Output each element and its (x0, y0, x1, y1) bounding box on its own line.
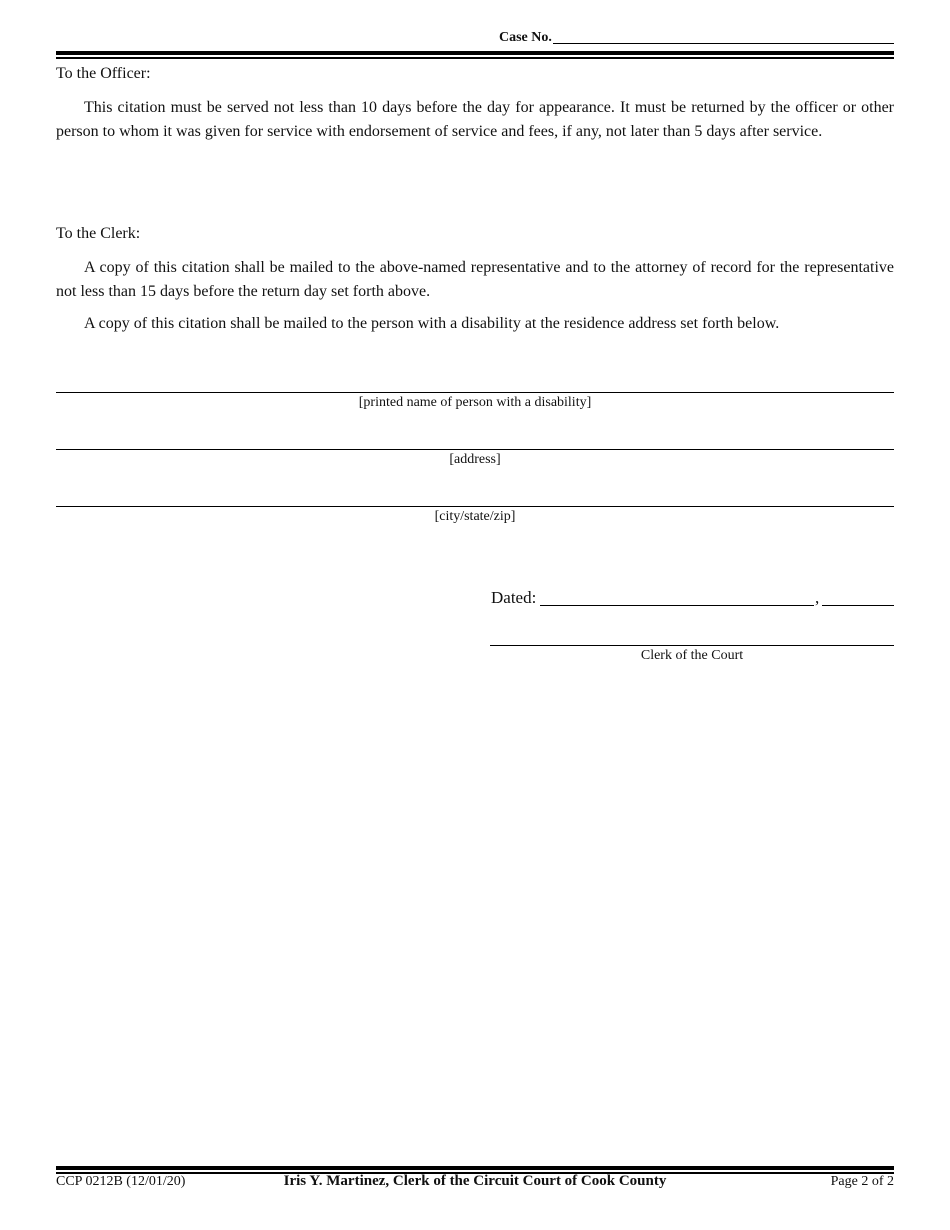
footer-rule-thick (56, 1166, 894, 1170)
officer-heading: To the Officer: (56, 65, 151, 82)
clerk-signature-label: Clerk of the Court (640, 648, 744, 663)
dated-year-field[interactable] (822, 605, 894, 606)
dated-date-field[interactable] (540, 605, 814, 606)
city-label: [city/state/zip] (434, 509, 516, 524)
clerk-signature-line[interactable] (490, 645, 894, 646)
clerk-heading: To the Clerk: (56, 225, 141, 242)
header-rule-thin (56, 57, 894, 59)
clerk-text-2: A copy of this citation shall be mailed to the person with a disability at the residence address set forth below. (84, 315, 780, 332)
dated-comma: , (815, 588, 820, 607)
address-field[interactable] (56, 449, 894, 450)
case-no-field[interactable] (553, 43, 894, 44)
case-no-label: Case No. (499, 30, 552, 45)
officer-text: This citation must be served not less than 10 days before the day for appearance. It must be returned by the officer or other person to whom it was given for service with endorsement of service and fees, if any, not later than 5 days after service. (56, 99, 894, 140)
dated-label: Dated: (491, 588, 537, 607)
name-field[interactable] (56, 392, 894, 393)
address-label: [address] (449, 452, 501, 467)
page-number: Page 2 of 2 (830, 1174, 894, 1189)
name-label: [printed name of person with a disability] (358, 395, 592, 410)
clerk-text-1: A copy of this citation shall be mailed to the above-named representative and to the attorney of record for the representative not less than 15 days before the return day set forth above. (56, 259, 894, 300)
header-rule-thick (56, 51, 894, 55)
footer-clerk: Iris Y. Martinez, Clerk of the Circuit Court of Cook County (283, 1173, 667, 1189)
form-id: CCP 0212B (12/01/20) (56, 1174, 186, 1189)
city-field[interactable] (56, 506, 894, 507)
